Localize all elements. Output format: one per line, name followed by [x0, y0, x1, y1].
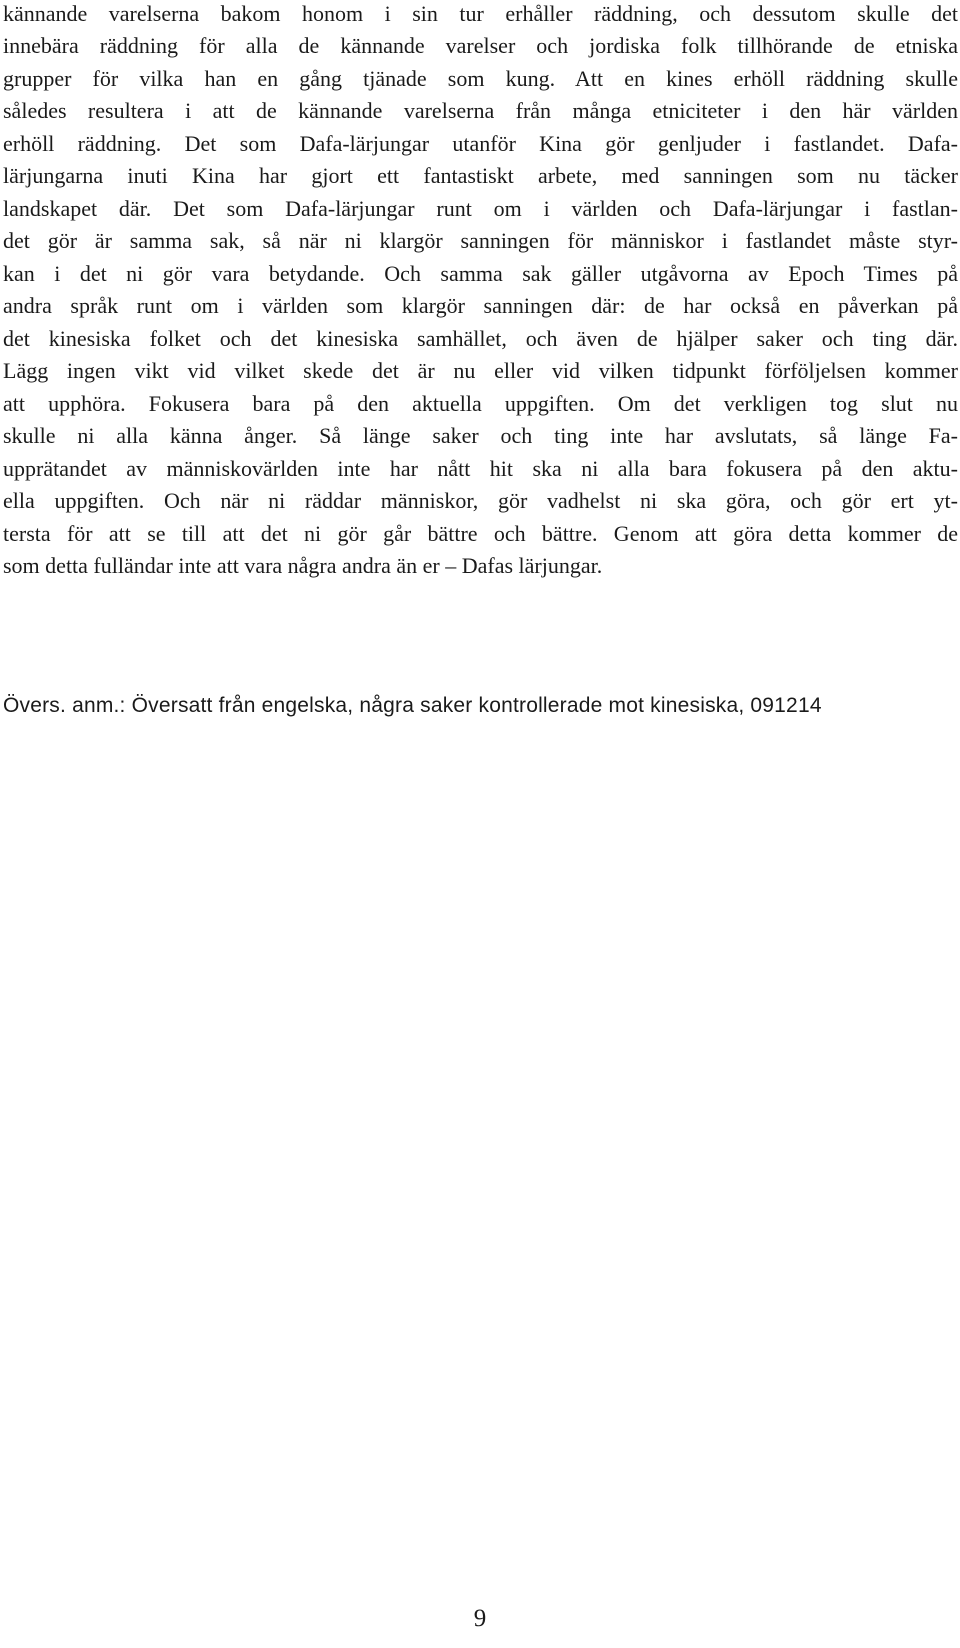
body-line: grupper för vilka han en gång tjänade som kung. Att en kines erhöll räddning skulle [3, 66, 958, 91]
body-line: innebära räddning för alla de kännande varelser och jordiska folk tillhörande de etniska [3, 33, 958, 58]
body-line: ella uppgiften. Och när ni räddar människor, gör vadhelst ni ska göra, och gör ert yt- [3, 488, 958, 513]
body-line: skulle ni alla känna ånger. Så länge saker och ting inte har avslutats, så länge Fa- [3, 423, 958, 448]
page-number: 9 [473, 1605, 487, 1632]
body-line: att upphöra. Fokusera bara på den aktuella uppgiften. Om det verkligen tog slut nu [3, 391, 958, 416]
body-line: upprätandet av människovärlden inte har nått hit ska ni alla bara fokusera på den aktu- [3, 456, 958, 481]
body-line: som detta fulländar inte att vara några andra än er – Dafas lärjungar. [3, 553, 603, 578]
body-line: kännande varelserna bakom honom i sin tur erhåller räddning, och dessutom skulle det [3, 1, 958, 26]
body-line: erhöll räddning. Det som Dafa-lärjungar utanför Kina gör genljuder i fastlandet. Dafa- [3, 131, 958, 156]
body-line: tersta för att se till att det ni gör går bättre och bättre. Genom att göra detta kommer de [3, 521, 958, 546]
body-line: det gör är samma sak, så när ni klargör sanningen för människor i fastlandet måste styr- [3, 228, 958, 253]
body-line: landskapet där. Det som Dafa-lärjungar runt om i världen och Dafa-lärjungar i fastlan- [3, 196, 958, 221]
translator-note: Övers. anm.: Översatt från engelska, några saker kontrollerade mot kinesiska, 091214 [3, 694, 822, 717]
body-line: det kinesiska folket och det kinesiska samhället, och även de hjälper saker och ting där. [3, 326, 958, 351]
body-line: lärjungarna inuti Kina har gjort ett fantastiskt arbete, med sanningen som nu täcker [3, 163, 958, 188]
body-line: Lägg ingen vikt vid vilket skede det är nu eller vid vilken tidpunkt förföljelsen kommer [3, 358, 958, 383]
body-line: kan i det ni gör vara betydande. Och samma sak gäller utgåvorna av Epoch Times på [3, 261, 958, 286]
body-line: andra språk runt om i världen som klargör sanningen där: de har också en påverkan på [3, 293, 958, 318]
body-line: således resultera i att de kännande varelserna från många etniciteter i den här världen [3, 98, 958, 123]
